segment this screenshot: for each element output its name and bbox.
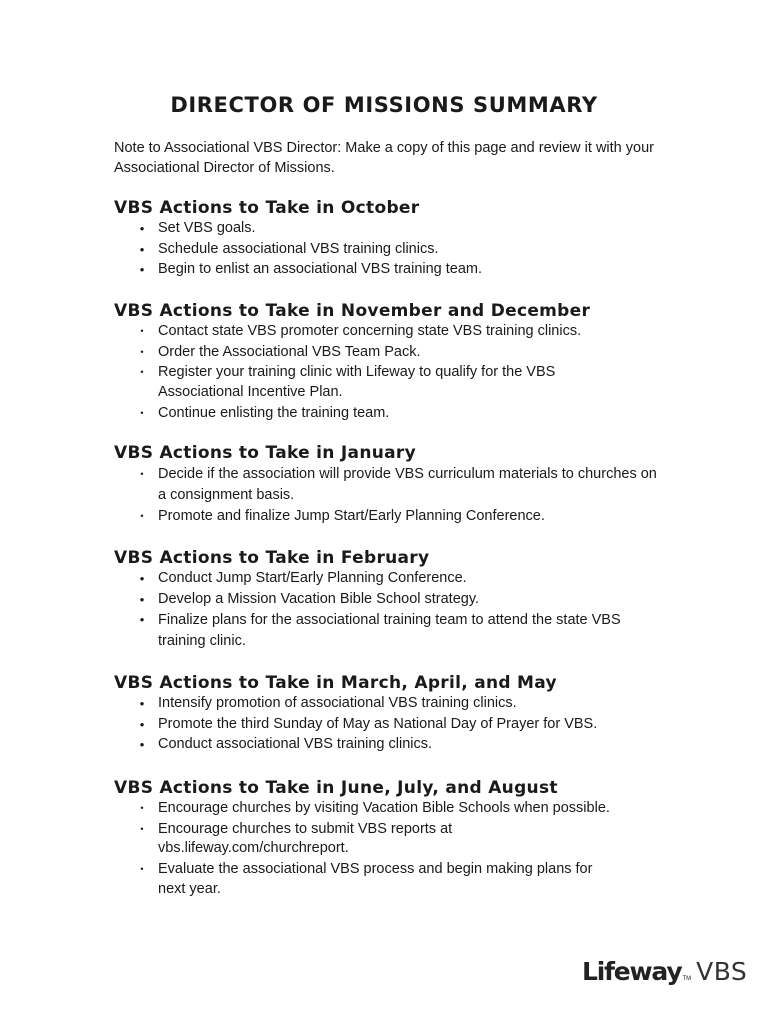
list-item: • Encourage churches by visiting Vacation Bible Schools when possible. (114, 799, 658, 819)
bullet-icon: • (139, 591, 145, 607)
section-heading: VBS Actions to Take in February (114, 548, 430, 568)
list-item: • Continue enlisting the training team. (114, 404, 658, 424)
section-heading: VBS Actions to Take in January (114, 443, 416, 463)
bullet-icon: • (139, 262, 145, 278)
bullet-icon: • (139, 612, 145, 628)
section-march-april-may (114, 672, 674, 755)
action-list (114, 322, 674, 423)
logo-trademark: TM (682, 976, 692, 982)
section-heading: VBS Actions to Take in March, April, and May (114, 673, 557, 693)
intro-note: Note to Associational VBS Director: Make a copy of this page and review it with your Associational Director of Missions. (114, 140, 654, 176)
section-heading: VBS Actions to Take in November and December (114, 301, 591, 321)
bullet-icon: • (140, 823, 144, 834)
list-item: • Set VBS goals. (114, 219, 658, 239)
list-item: • Schedule associational VBS training clinics. (114, 240, 658, 260)
list-item: • Register your training clinic with Lifeway to qualify for the VBS Associational Incentive Plan. (114, 363, 598, 403)
bullet-icon: • (140, 863, 144, 874)
list-item: • Promote and finalize Jump Start/Early Planning Conference. (114, 507, 658, 527)
list-item: • Develop a Mission Vacation Bible School strategy. (114, 590, 658, 610)
bullet-icon: • (140, 346, 144, 357)
bullet-icon: • (139, 716, 145, 732)
action-list (114, 799, 674, 900)
bullet-icon: • (140, 326, 144, 336)
bullet-icon: • (139, 571, 145, 586)
list-item: • Promote the third Sunday of May as National Day of Prayer for VBS. (114, 715, 658, 735)
action-list (114, 219, 674, 280)
section-november-december (114, 300, 674, 423)
bullet-icon: • (139, 221, 145, 236)
section-heading: VBS Actions to Take in June, July, and August (114, 778, 558, 798)
bullet-icon: • (139, 696, 145, 711)
list-item: • Begin to enlist an associational VBS training team. (114, 260, 658, 280)
section-june-july-august (114, 777, 674, 900)
section-heading: VBS Actions to Take in October (114, 198, 420, 218)
list-item: • Encourage churches to submit VBS reports at vbs.lifeway.com/churchreport. (114, 820, 478, 860)
bullet-icon: • (140, 803, 144, 813)
list-item: • Evaluate the associational VBS process and begin making plans for next year. (114, 860, 618, 900)
bullet-icon: • (139, 737, 145, 753)
list-item: • Conduct Jump Start/Early Planning Conference. (114, 569, 658, 589)
list-item: • Conduct associational VBS training clinics. (114, 735, 658, 755)
action-list (114, 464, 674, 527)
bullet-icon: • (140, 407, 144, 418)
list-item: • Order the Associational VBS Team Pack. (114, 343, 658, 363)
list-item: • Decide if the association will provide VBS curriculum materials to churches on a consignment basis. (114, 464, 658, 506)
section-january (114, 442, 674, 527)
section-february (114, 547, 674, 651)
bullet-icon: • (140, 469, 144, 479)
bullet-icon: • (140, 510, 144, 521)
page-title: DIRECTOR OF MISSIONS SUMMARY (170, 93, 598, 117)
section-october (114, 197, 674, 280)
action-list (114, 694, 674, 755)
action-list (114, 569, 674, 651)
bullet-icon: • (139, 241, 145, 257)
list-item: • Finalize plans for the associational training team to attend the state VBS training clinic. (114, 610, 658, 651)
list-item: • Contact state VBS promoter concerning state VBS training clinics. (114, 322, 658, 342)
logo-brand: Lifeway (582, 957, 682, 986)
bullet-icon: • (140, 367, 144, 378)
lifeway-vbs-logo (582, 957, 747, 991)
logo-product: VBS (696, 957, 748, 986)
list-item: • Intensify promotion of associational VBS training clinics. (114, 694, 658, 714)
